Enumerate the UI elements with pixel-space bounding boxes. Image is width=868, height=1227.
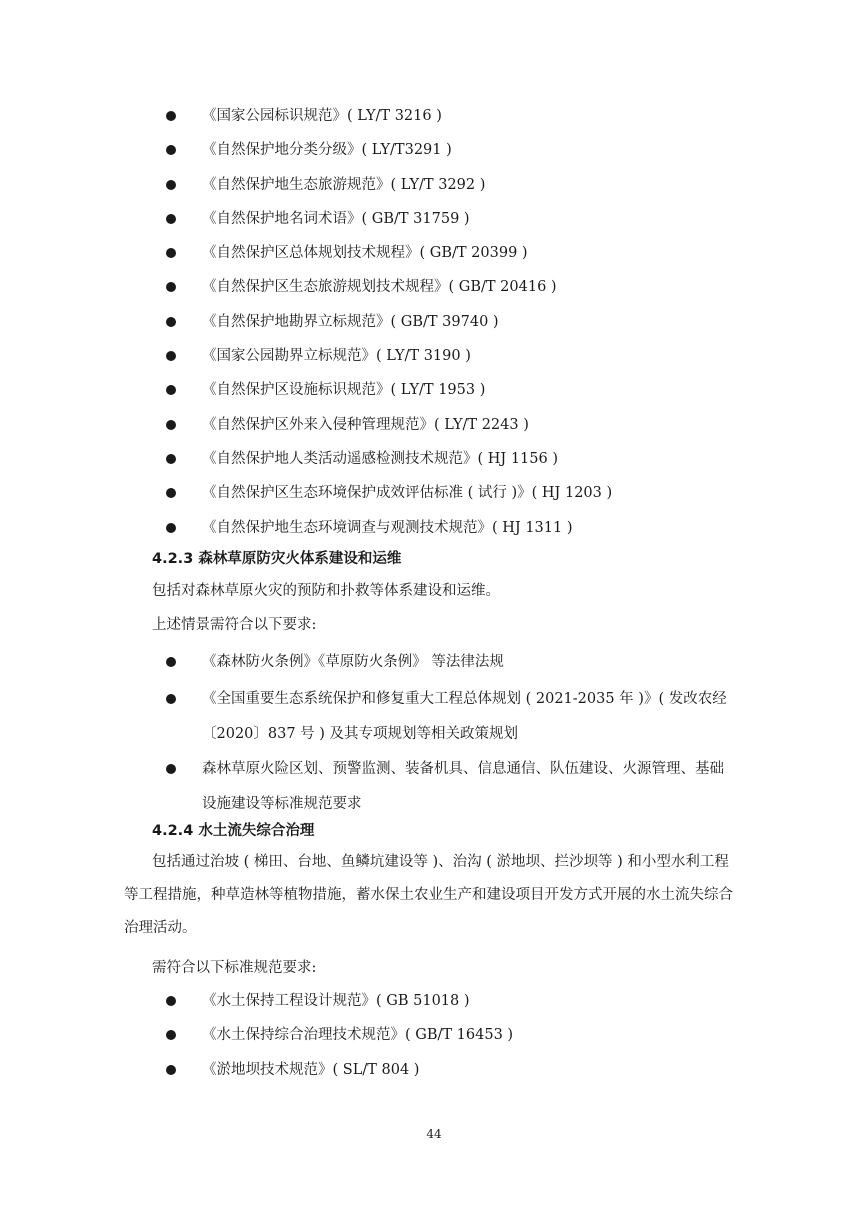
list-item: 《自然保护地人类活动遥感检测技术规范》( HJ 1156 ) — [0, 442, 752, 476]
list-item: 《自然保护地生态旅游规范》( LY/T 3292 ) — [0, 168, 752, 202]
list-item: 森林草原火险区划、预警监测、装备机具、信息通信、队伍建设、火源管理、基础设施建设等标准规范要求 — [0, 752, 868, 822]
list-item: 《自然保护地生态环境调查与观测技术规范》( HJ 1311 ) — [0, 511, 752, 545]
list-item: 《自然保护地勘界立标规范》( GB/T 39740 ) — [0, 305, 752, 339]
page-number: 44 — [426, 1127, 442, 1141]
bullet-icon — [166, 1065, 176, 1075]
bullet-icon — [166, 180, 176, 190]
bullet-icon — [166, 454, 176, 464]
standards-list — [0, 99, 752, 545]
list-item: 《自然保护区生态环境保护成效评估标准 ( 试行 )》( HJ 1203 ) — [0, 476, 752, 510]
list-item: 《自然保护地分类分级》( LY/T3291 ) — [0, 133, 752, 167]
section-heading: 4.2.3 森林草原防灾火体系建设和运维 — [152, 551, 402, 567]
list-item: 《水土保持综合治理技术规范》( GB/T 16453 ) — [0, 1018, 653, 1052]
bullet-icon — [166, 248, 176, 258]
bullet-icon — [166, 145, 176, 155]
list-item: 《水土保持工程设计规范》( GB 51018 ) — [0, 984, 653, 1018]
bullet-icon — [166, 214, 176, 224]
list-item: 《国家公园勘界立标规范》( LY/T 3190 ) — [0, 339, 752, 373]
bullet-icon — [166, 111, 176, 121]
paragraph: 需符合以下标准规范要求: — [152, 960, 317, 976]
list-item: 《自然保护区外来入侵种管理规范》( LY/T 2243 ) — [0, 408, 752, 442]
paragraph: 上述情景需符合以下要求: — [152, 617, 317, 633]
list-item: 《自然保护区生态旅游规划技术规程》( GB/T 20416 ) — [0, 270, 752, 304]
section-heading: 4.2.4 水土流失综合治理 — [152, 823, 315, 839]
requirements-list — [0, 645, 868, 822]
requirements-list — [0, 984, 653, 1087]
list-item: 《国家公园标识规范》( LY/T 3216 ) — [0, 99, 752, 133]
list-item: 《自然保护区设施标识规范》( LY/T 1953 ) — [0, 373, 752, 407]
list-item: 《自然保护地名词术语》( GB/T 31759 ) — [0, 202, 752, 236]
bullet-icon — [166, 282, 176, 292]
bullet-icon — [166, 385, 176, 395]
bullet-icon — [166, 996, 176, 1006]
bullet-icon — [166, 351, 176, 361]
bullet-icon — [166, 764, 176, 774]
bullet-icon — [166, 694, 176, 704]
bullet-icon — [166, 657, 176, 667]
bullet-icon — [166, 488, 176, 498]
paragraph: 包括通过治坡 ( 梯田、台地、鱼鳞坑建设等 )、治沟 ( 淤地坝、拦沙坝等 ) 和小型水利工程等工程措施，种草造林等植物措施，蓄水保土农业生产和建设项目开发方式开展的水土流失综合治理活动。 — [124, 854, 733, 936]
list-item: 《森林防火条例》《草原防火条例》 等法律法规 — [0, 645, 868, 679]
list-item: 《淤地坝技术规范》( SL/T 804 ) — [0, 1053, 653, 1087]
list-item: 《全国重要生态系统保护和修复重大工程总体规划 ( 2021-2035 年 )》( 发改农经〔2020〕837 号 ) 及其专项规划等相关政策规划 — [0, 682, 868, 752]
bullet-icon — [166, 1030, 176, 1040]
bullet-icon — [166, 317, 176, 327]
bullet-icon — [166, 420, 176, 430]
paragraph: 包括对森林草原火灾的预防和扑救等体系建设和运维。 — [152, 583, 500, 599]
list-item: 《自然保护区总体规划技术规程》( GB/T 20399 ) — [0, 236, 752, 270]
bullet-icon — [166, 523, 176, 533]
